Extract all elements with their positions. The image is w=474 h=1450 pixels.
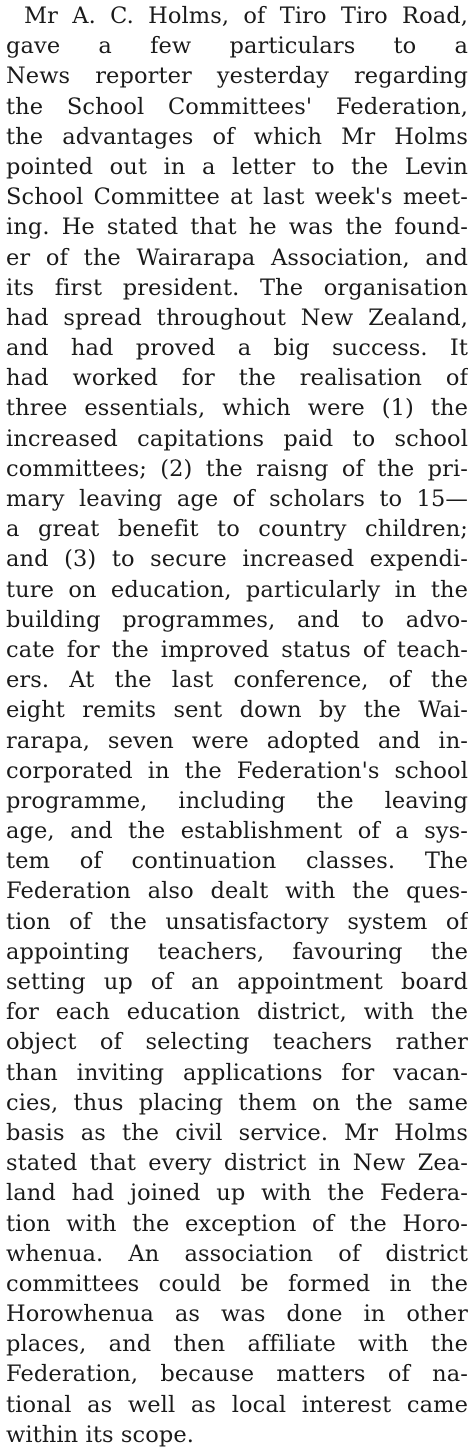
article-line: increased capitations paid to school xyxy=(6,425,468,452)
article-line: cies, thus placing them on the same xyxy=(6,1089,468,1116)
article-line: for each education district, with the xyxy=(6,999,468,1026)
article-line: basis as the civil service. Mr Holms xyxy=(6,1119,468,1146)
article-line: ers. At the last conference, of the xyxy=(6,667,468,694)
article-line: School Committee at last week's meet- xyxy=(6,184,468,211)
article-line: er of the Wairarapa Association, and xyxy=(6,244,468,271)
article-line: pointed out in a letter to the Levin xyxy=(6,153,468,180)
article-line: Mr A. C. Holms, of Tiro Tiro Road, xyxy=(24,3,468,29)
article-line: News reporter yesterday regarding xyxy=(6,63,468,90)
article-line: than inviting applications for vacan- xyxy=(6,1059,468,1086)
article-line: whenua. An association of district xyxy=(6,1240,468,1267)
article-line: Horowhenua as was done in other xyxy=(6,1301,468,1328)
article-line: cate for the improved status of teach- xyxy=(6,636,468,663)
article-column xyxy=(6,0,468,1448)
article-line: places, and then affiliate with the xyxy=(6,1331,468,1358)
article-line: three essentials, which were (1) the xyxy=(6,395,468,422)
article-line: appointing teachers, favouring the xyxy=(6,938,468,965)
article-line: gave a few particulars to a xyxy=(6,33,468,60)
article-line: mary leaving age of scholars to 15— xyxy=(6,486,468,512)
article-line: had spread throughout New Zealand, xyxy=(6,304,468,331)
article-line: tion with the exception of the Horo- xyxy=(6,1210,468,1237)
article-line: object of selecting teachers rather xyxy=(6,1029,468,1056)
article-line: building programmes, and to advo- xyxy=(6,606,468,633)
article-line: committees could be formed in the xyxy=(6,1270,468,1297)
article-line: its first president. The organisation xyxy=(6,274,468,301)
article-line: land had joined up with the Federa- xyxy=(6,1180,468,1207)
article-line: Federation also dealt with the ques- xyxy=(6,878,468,905)
article-line: age, and the establishment of a sys- xyxy=(6,818,468,845)
article-line: and had proved a big success. It xyxy=(6,335,468,362)
article-line: corporated in the Federation's school xyxy=(6,757,468,784)
article-line: the School Committees' Federation, xyxy=(6,93,468,120)
article-line: committees; (2) the raisng of the pri- xyxy=(6,455,468,482)
article-line: ing. He stated that he was the found- xyxy=(6,214,468,241)
article-line: rarapa, seven were adopted and in- xyxy=(6,727,468,754)
article-line: had worked for the realisation of xyxy=(6,365,468,392)
article-line: tional as well as local interest came xyxy=(6,1391,468,1418)
article-line: ture on education, particularly in the xyxy=(6,576,468,603)
article-line: and (3) to secure increased expendi- xyxy=(6,546,468,573)
article-line: eight remits sent down by the Wai- xyxy=(6,697,468,724)
article-line: setting up of an appointment board xyxy=(6,969,468,995)
article-line: a great benefit to country children; xyxy=(6,516,468,543)
article-line: stated that every district in New Zea- xyxy=(6,1150,468,1177)
article-line: Federation, because matters of na- xyxy=(6,1361,468,1388)
article-line: tion of the unsatisfactory system of xyxy=(6,908,468,935)
article-line: the advantages of which Mr Holms xyxy=(6,123,468,150)
article-line: within its scope. xyxy=(6,1421,195,1448)
article-line: tem of continuation classes. The xyxy=(6,848,468,875)
article-line: programme, including the leaving xyxy=(6,787,468,814)
